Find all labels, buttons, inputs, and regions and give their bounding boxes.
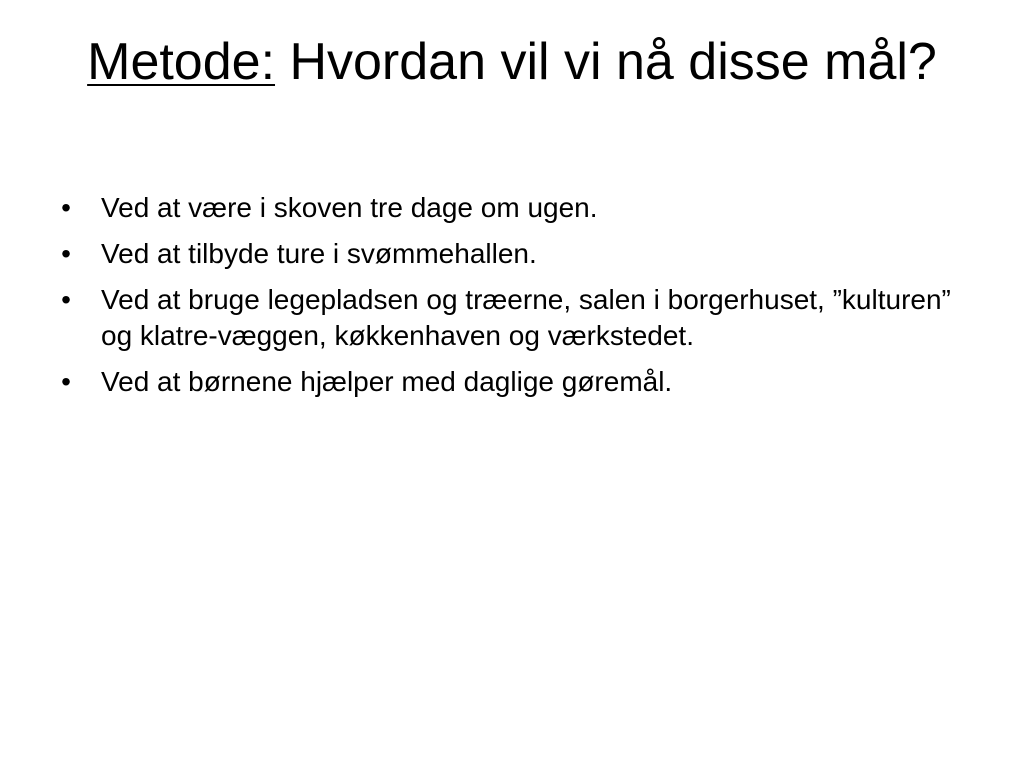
bullet-text: Ved at tilbyde ture i svømmehallen. — [101, 238, 537, 269]
bullet-item — [56, 236, 956, 272]
bullet-text: Ved at børnene hjælper med daglige gøremål. — [101, 366, 673, 397]
bullet-list — [56, 190, 956, 410]
bullet-icon: • — [61, 192, 71, 223]
slide-title — [80, 30, 944, 94]
bullet-icon: • — [61, 284, 71, 315]
bullet-text: Ved at være i skoven tre dage om ugen. — [101, 192, 598, 223]
title-question: Hvordan vil vi nå disse mål? — [275, 33, 937, 91]
bullet-icon: • — [61, 238, 71, 269]
bullet-text: Ved at bruge legepladsen og træerne, salen i borgerhuset, ”kulturen” og klatre-væggen, køkkenhaven og værkstedet. — [101, 284, 951, 351]
bullet-icon: • — [61, 366, 71, 397]
bullet-item — [56, 364, 956, 400]
bullet-item — [56, 282, 956, 354]
title-underlined-label: Metode: — [87, 33, 276, 91]
bullet-item — [56, 190, 956, 226]
